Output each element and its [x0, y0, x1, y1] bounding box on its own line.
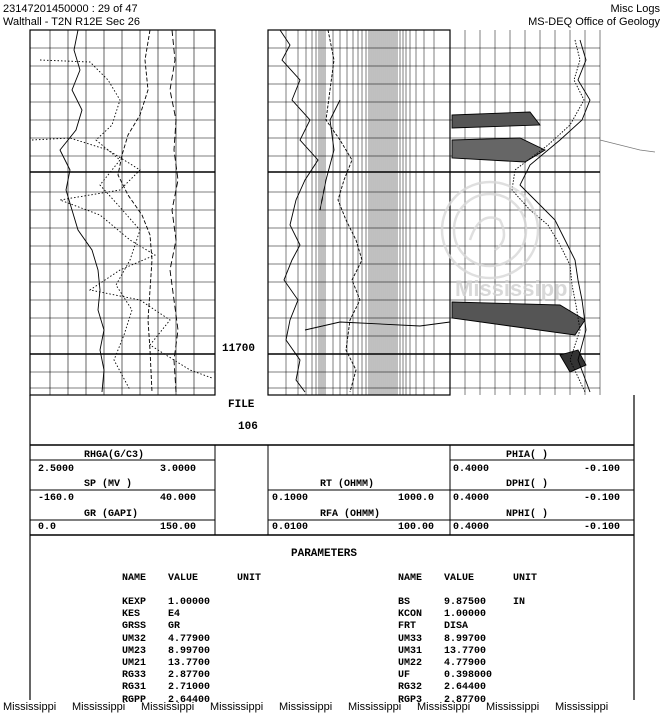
params-right-col-name: NAME: [398, 573, 423, 584]
scale-rt-name: RT (OHMM): [320, 479, 375, 490]
scale-gr-name: GR (GAPI): [84, 509, 139, 520]
param-name: UM23: [122, 645, 147, 657]
scale-sp-right: 40.000: [160, 493, 197, 504]
param-value: DISA: [444, 621, 469, 633]
param-name: BS: [398, 597, 411, 608]
scale-dphi-left: 0.4000: [453, 493, 490, 504]
scale-rt-left: 0.1000: [272, 493, 309, 504]
track2-grid: [268, 30, 450, 395]
scale-phia-right: -0.100: [584, 464, 621, 475]
params-right-col-unit: UNIT: [513, 573, 538, 584]
scale-dphi-name: DPHI( ): [506, 479, 549, 490]
log-category: Misc Logs: [610, 3, 660, 15]
param-name: RG32: [398, 682, 423, 694]
params-left-col-value: VALUE: [168, 573, 199, 584]
param-name: UM21: [122, 658, 147, 669]
param-value: E4: [168, 609, 181, 621]
watermark-seal: [442, 182, 538, 278]
param-name: KEXP: [122, 597, 147, 608]
footer-word: Mississippi: [486, 701, 540, 713]
param-name: KCON: [398, 609, 423, 621]
scale-rfa-right: 100.00: [398, 522, 435, 533]
scale-sp-left: -160.0: [38, 493, 75, 504]
scale-nphi-right: -0.100: [584, 522, 621, 533]
param-value: 2.64400: [168, 694, 211, 706]
document-id: 23147201450000 : 29 of 47: [3, 3, 138, 15]
param-value: 2.64400: [444, 682, 487, 694]
param-name: KES: [122, 609, 141, 621]
scale-nphi-left: 0.4000: [453, 522, 490, 533]
agency-name: MS-DEQ Office of Geology: [528, 16, 660, 28]
scale-rt-right: 1000.0: [398, 493, 435, 504]
param-value: 4.77900: [168, 633, 211, 645]
param-value: 13.7700: [444, 645, 487, 657]
param-value: 1.00000: [168, 597, 211, 608]
param-name: UM32: [122, 633, 147, 645]
track1-grid: [30, 30, 215, 395]
scale-gr-right: 150.00: [160, 522, 197, 533]
scale-gr-left: 0.0: [38, 522, 57, 533]
params-right-col-value: VALUE: [444, 573, 475, 584]
param-value: 1.00000: [444, 609, 487, 621]
footer-word: Mississippi: [279, 701, 333, 713]
watermark-text: Mississippi: [455, 276, 574, 301]
param-value: 4.77900: [444, 658, 487, 669]
params-left-col-name: NAME: [122, 573, 147, 584]
scale-rfa-left: 0.0100: [272, 522, 309, 533]
param-name: RG31: [122, 682, 147, 694]
params-left-col-unit: UNIT: [237, 573, 262, 584]
param-name: RGPP: [122, 694, 147, 706]
track3-grid: [450, 30, 600, 395]
scale-phia-left: 0.4000: [453, 464, 490, 475]
footer-word: Mississippi: [72, 701, 126, 713]
scale-rhga-left: 2.5000: [38, 464, 75, 475]
footer-word: Mississippi: [141, 701, 195, 713]
param-value: 9.87500: [444, 597, 487, 608]
well-location: Walthall - T2N R12E Sec 26: [3, 16, 140, 28]
scale-rhga-right: 3.0000: [160, 464, 197, 475]
footer-word: Mississippi: [417, 701, 471, 713]
param-name: FRT: [398, 621, 417, 633]
param-unit: IN: [513, 597, 526, 608]
param-value: 2.71000: [168, 682, 211, 694]
scale-phia-name: PHIA( ): [506, 450, 549, 461]
param-value: 2.87700: [168, 670, 211, 682]
scale-nphi-name: NPHI( ): [506, 509, 549, 520]
scale-sp-name: SP (MV ): [84, 479, 133, 490]
track3-curves: [452, 40, 655, 392]
footer-word: Mississippi: [210, 701, 264, 713]
scale-rfa-name: RFA (OHMM): [320, 509, 381, 520]
scale-rhga-name: RHGA(G/C3): [84, 450, 145, 461]
footer-word: Mississippi: [3, 701, 57, 713]
param-value: 8.99700: [444, 633, 487, 645]
param-value: 2.87700: [444, 694, 487, 706]
param-value: 8.99700: [168, 645, 211, 657]
param-name: RG33: [122, 670, 147, 682]
param-name: GRSS: [122, 621, 147, 633]
param-name: UM22: [398, 658, 423, 669]
param-name: UM33: [398, 633, 423, 645]
footer-word: Mississippi: [348, 701, 402, 713]
param-name: UM31: [398, 645, 423, 657]
param-name: RGP3: [398, 694, 423, 706]
param-value: 13.7700: [168, 658, 211, 669]
param-name: UF: [398, 670, 411, 682]
param-value: GR: [168, 621, 181, 633]
param-value: 0.398000: [444, 670, 493, 682]
footer-watermark-row: [0, 700, 665, 715]
depth-label: 11700: [222, 343, 256, 355]
file-label: FILE: [228, 399, 255, 411]
file-number: 106: [238, 421, 258, 433]
scale-dphi-right: -0.100: [584, 493, 621, 504]
footer-word: Mississippi: [555, 701, 609, 713]
parameters-title: PARAMETERS: [291, 548, 358, 560]
